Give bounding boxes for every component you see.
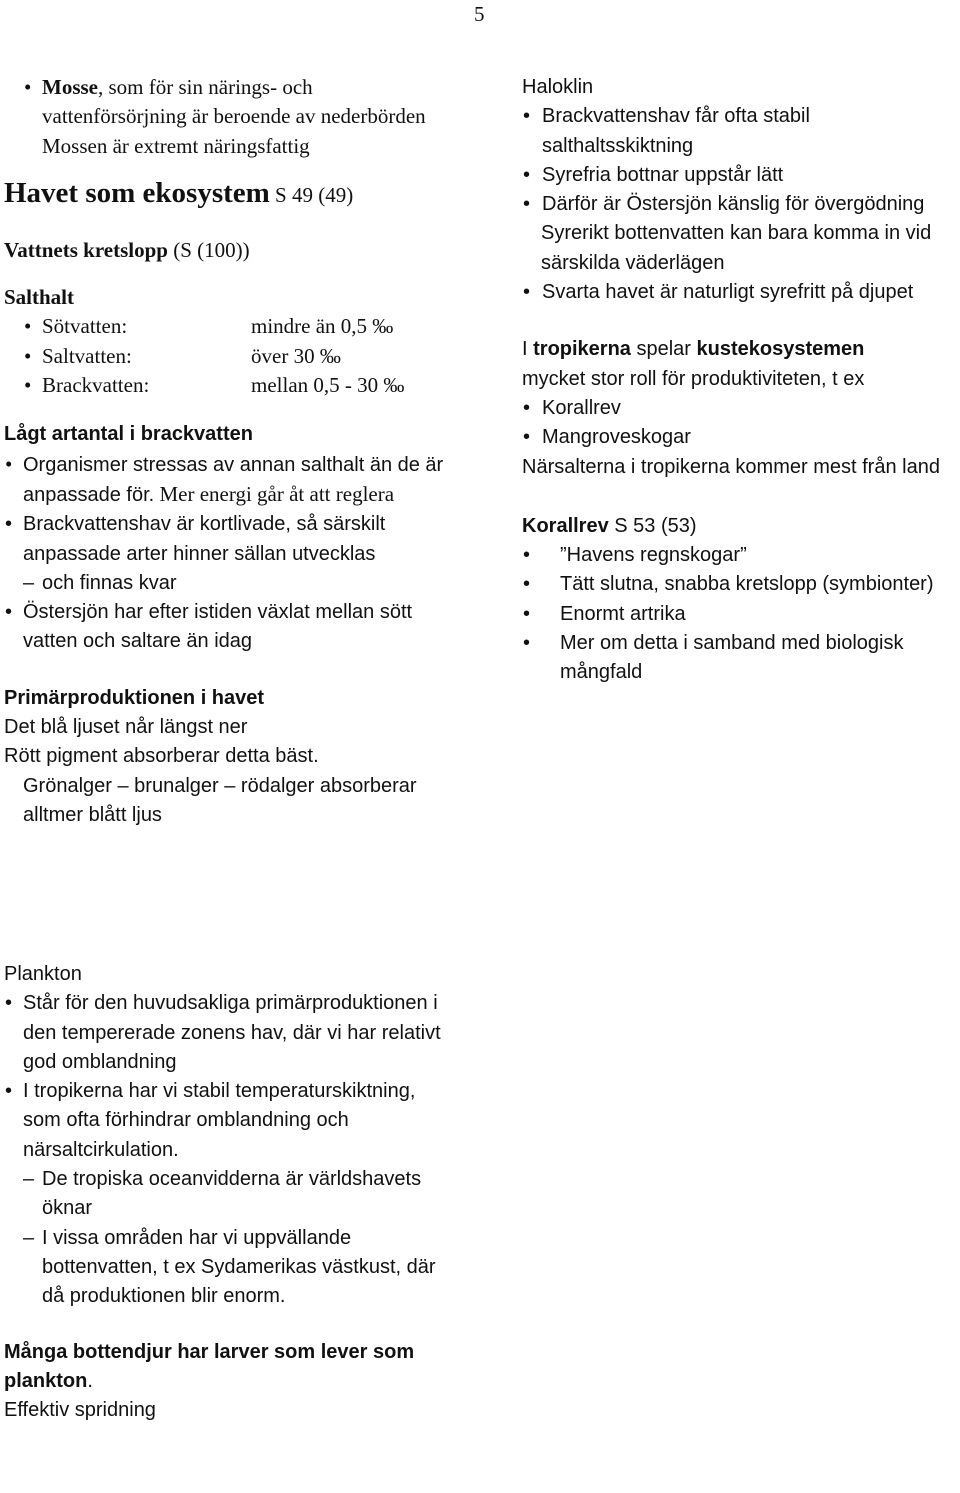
korallrev-heading xyxy=(522,512,958,541)
tropik-bold1: tropikerna xyxy=(533,338,631,361)
plankton-item1: Står för den huvudsakliga primärproduktionen i den tempererade zonens hav, där vi har relativt god omblandning xyxy=(23,992,441,1073)
right-column xyxy=(522,73,958,688)
primar-title: Primärproduktionen i havet xyxy=(4,686,265,709)
haloklin-item1: Brackvattenshav får ofta stabil salthaltsskiktning xyxy=(542,105,810,157)
salthalt-title: Salthalt xyxy=(4,285,75,310)
tropik-item xyxy=(522,423,958,452)
korallrev-item xyxy=(522,600,958,629)
bottendjur-bold: Många bottendjur har larver som lever som plankton xyxy=(4,1340,415,1392)
haloklin-item3: Därför är Östersjön känslig för övergödning xyxy=(542,193,925,216)
plankton-item xyxy=(4,1077,449,1165)
salthalt-value: över 30 ‰ xyxy=(251,343,341,368)
vattnet-title: Vattnets kretslopp xyxy=(4,237,168,262)
lagt-dash-item: – och finnas kvar xyxy=(4,569,449,598)
tropik-mid: spelar xyxy=(630,338,697,361)
salthalt-item xyxy=(4,312,449,341)
vattnet-heading xyxy=(4,236,449,265)
haloklin-item2: Syrefria bottnar uppstår lätt xyxy=(542,163,784,186)
mosse-item xyxy=(4,73,449,132)
haloklin-title: Haloklin xyxy=(522,76,594,98)
primar-line2: Rött pigment absorberar detta bäst. xyxy=(4,745,319,768)
salthalt-item xyxy=(4,342,449,371)
salthalt-value: mellan 0,5 - 30 ‰ xyxy=(251,373,405,398)
korallrev-item xyxy=(522,570,958,599)
haloklin-item xyxy=(522,161,958,190)
korallrev-item-text: Tätt slutna, snabba kretslopp (symbionter) xyxy=(560,573,934,596)
havet-heading xyxy=(4,175,449,213)
tropik-intro xyxy=(522,335,958,364)
lagt-item xyxy=(4,510,449,569)
salthalt-label: Sötvatten: xyxy=(42,314,128,339)
primar-line3: Grönalger – brunalger – rödalger absorberar alltmer blått ljus xyxy=(23,774,417,826)
tropik-pre: I xyxy=(522,338,534,361)
bottom-left-column xyxy=(4,960,449,1425)
tropik-post: mycket stor roll för produktiviteten, t ex xyxy=(522,367,865,390)
lagt-item xyxy=(4,450,449,511)
lagt-item1-sans: Organismer stressas av annan salthalt än de är anpassade för. xyxy=(23,453,444,506)
tropik-bold2: kustekosystemen xyxy=(696,338,865,361)
plankton-title: Plankton xyxy=(4,963,82,985)
salthalt-item xyxy=(4,371,449,400)
korallrev-item xyxy=(522,541,958,570)
bottendjur-tail: . xyxy=(87,1369,93,1392)
lagt-item3: Östersjön har efter istiden växlat mellan sött vatten och saltare än idag xyxy=(23,601,413,653)
mosse-text: , som för sin närings- och vattenförsörjning är beroende av nederbörden xyxy=(42,75,426,129)
haloklin-item3-cont: Syrerikt bottenvatten kan bara komma in vid särskilda väderlägen xyxy=(541,222,932,274)
lagt-item1-serif: Mer energi går åt att reglera xyxy=(154,481,395,506)
mosse-line2: Mossen är extremt näringsfattig xyxy=(42,133,310,158)
haloklin-item xyxy=(522,190,958,219)
korallrev-item xyxy=(522,629,958,688)
vattnet-ref: (S (100)) xyxy=(167,237,250,262)
tropik-after: Närsalterna i tropikerna kommer mest från land xyxy=(522,455,940,478)
lagt-title: Lågt artantal i brackvatten xyxy=(4,423,253,446)
havet-ref: S 49 (49) xyxy=(269,182,354,207)
tropik-item xyxy=(522,394,958,423)
bottendjur-block xyxy=(4,1338,449,1397)
korallrev-item-text: ”Havens regnskogar” xyxy=(560,544,747,567)
haloklin-item xyxy=(522,278,958,307)
tropik-item2: Mangroveskogar xyxy=(542,426,691,449)
salthalt-value: mindre än 0,5 ‰ xyxy=(251,314,394,339)
salthalt-label: Saltvatten: xyxy=(42,343,132,368)
haloklin-item4: Svarta havet är naturligt syrefritt på djupet xyxy=(542,281,914,304)
havet-title: Havet som ekosystem xyxy=(4,176,270,209)
plankton-sub-item: – I vissa områden har vi uppvällande bottenvatten, t ex Sydamerikas västkust, där då produktionen blir enorm. xyxy=(4,1224,449,1312)
bottendjur-line2: Effektiv spridning xyxy=(4,1399,156,1422)
korallrev-item-text: Enormt artrika xyxy=(560,602,686,625)
plankton-item xyxy=(4,989,449,1077)
salthalt-label: Brackvatten: xyxy=(42,373,150,398)
haloklin-item xyxy=(522,102,958,161)
mosse-term: Mosse xyxy=(42,75,98,99)
lagt-item xyxy=(4,598,449,657)
plankton-item2: I tropikerna har vi stabil temperaturskiktning, som ofta förhindrar omblandning och närsaltcirkulation. xyxy=(23,1080,416,1161)
korallrev-item-text: Mer om detta i samband med biologisk mångfald xyxy=(560,632,904,684)
lagt-item2: Brackvattenshav är kortlivade, så särskilt anpassade arter hinner sällan utvecklas xyxy=(23,513,386,565)
korallrev-ref: S 53 (53) xyxy=(608,514,697,537)
primar-line1: Det blå ljuset når längst ner xyxy=(4,716,248,739)
plankton-sub-item: – De tropiska oceanvidderna är världshavets öknar xyxy=(4,1165,449,1224)
korallrev-title: Korallrev xyxy=(522,514,609,537)
left-column xyxy=(4,73,449,830)
tropik-item1: Korallrev xyxy=(542,396,621,419)
page-number: 5 xyxy=(474,2,485,26)
